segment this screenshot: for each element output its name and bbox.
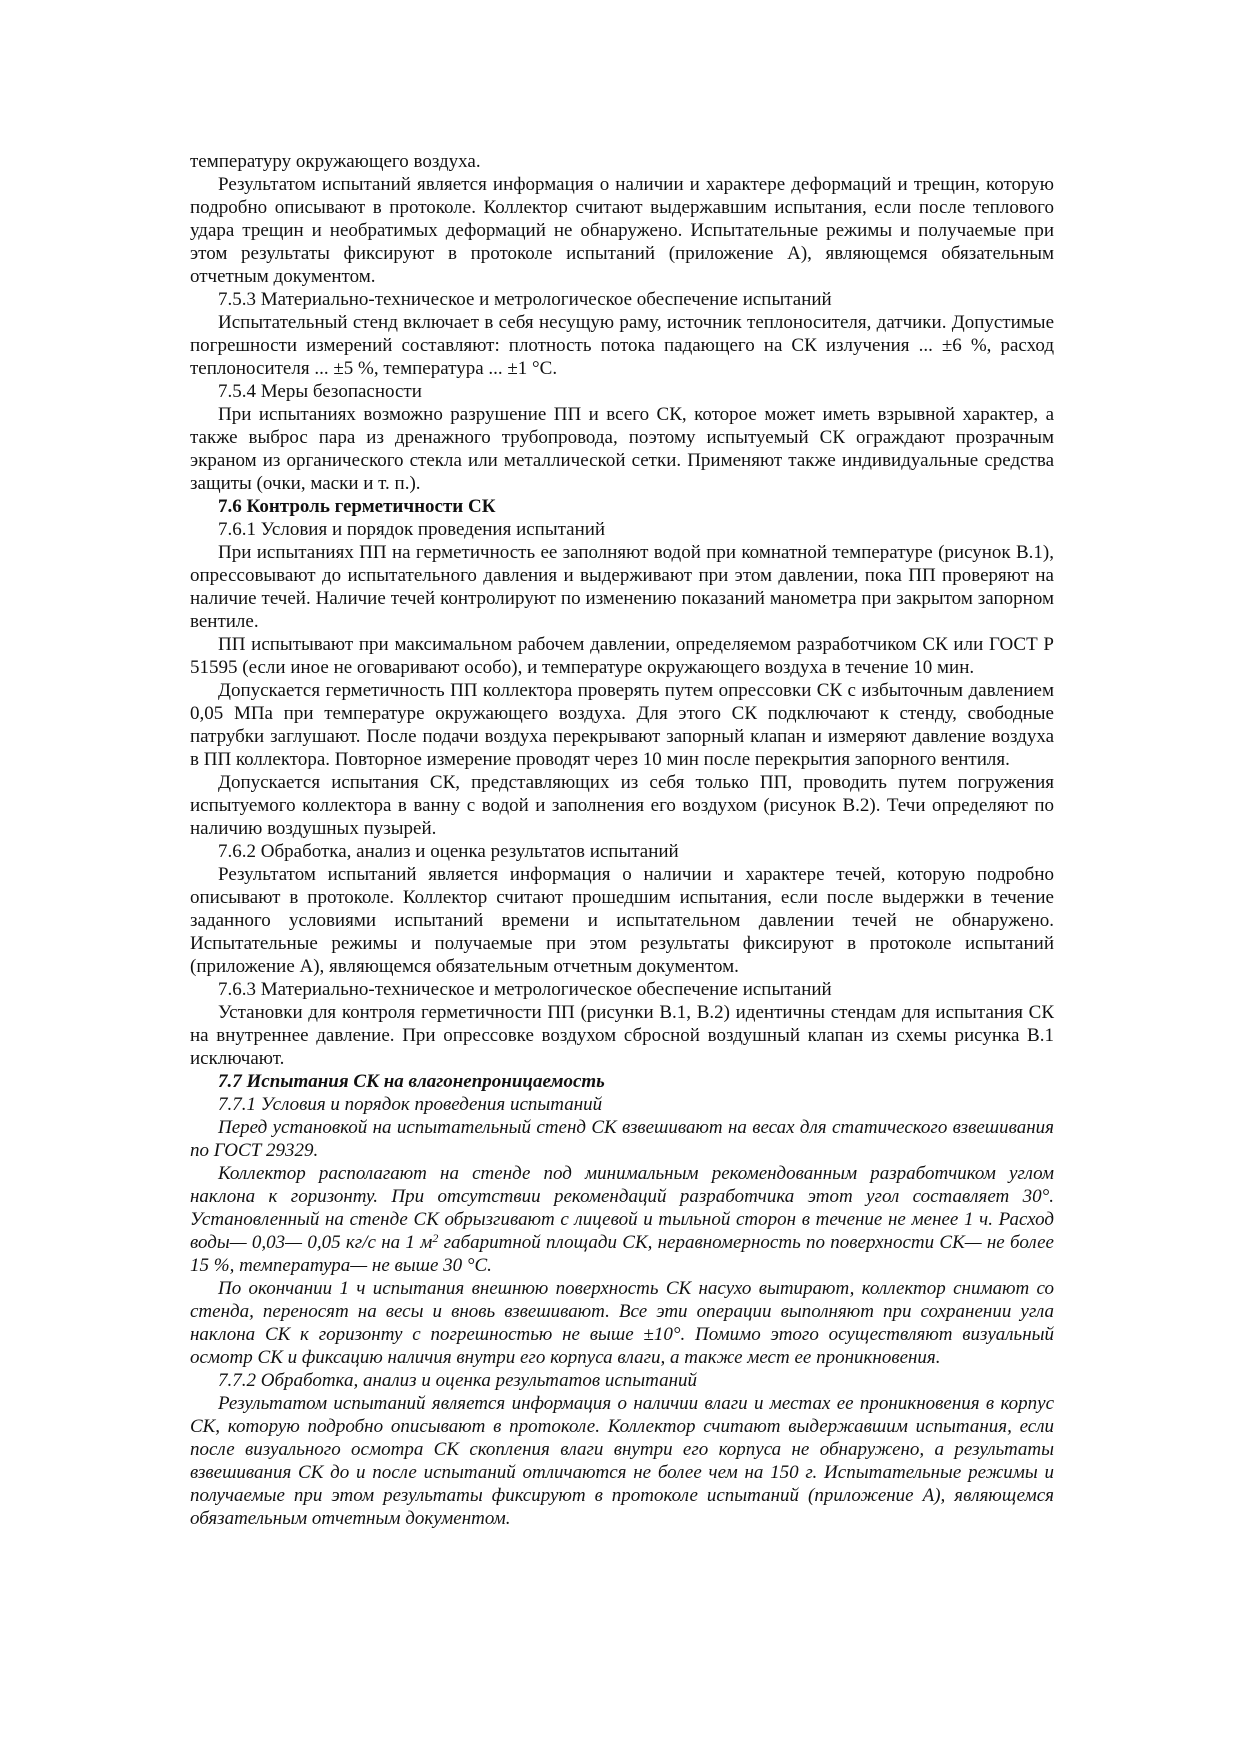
- paragraph-result-leaks: Результатом испытаний является информация о наличии и характере течей, которую подробно описывают в протоколе. Коллектор считают прошедшим испытания, если после выдержки в течение заданного условиями испытаний времени и испытательном давлении течей не обнаружено. Испытательные режимы и получаемые при этом результаты фиксируют в протоколе испытаний (приложение А), являющемся обязательным отчетным документом.: [190, 864, 1054, 977]
- section-heading-7-6: 7.6 Контроль герметичности СК: [218, 496, 496, 517]
- paragraph-tightness-water: При испытаниях ПП на герметичность ее заполняют водой при комнатной температуре (рисунок В.1), опрессовывают до испытательного давления и выдерживают при этом давлении, пока ПП проверяют на наличие течей. Наличие течей контролируют по изменению показаний манометра при закрытом запорном вентиле.: [190, 542, 1054, 632]
- paragraph-safety: При испытаниях возможно разрушение ПП и всего СК, которое может иметь взрывной характер, а также выброс пара из дренажного трубопровода, поэтому испытуемый СК ограждают прозрачным экраном из органического стекла или металлической сетки. Применяют также индивидуальные средства защиты (очки, маски и т. п.).: [190, 404, 1054, 494]
- paragraph-spraying-part-2: габаритной площади СК, неравномерность по поверхности СК— не более 15 %, температура— не выше 30 °С.: [190, 1232, 1054, 1276]
- paragraph-result-thermal-shock: Результатом испытаний является информация о наличии и характере деформаций и трещин, которую подробно описывают в протоколе. Коллектор считают выдержавшим испытания, если после теплового удара трещин и необратимых деформаций не обнаружено. Испытательные режимы и получаемые при этом результаты фиксируют в протоколе испытаний (приложение А), являющемся обязательным отчетным документом.: [190, 174, 1054, 287]
- paragraph-spraying-part-1: Коллектор располагают на стенде под минимальным рекомендованным разработчиком углом наклона к горизонту. При отсутствии рекомендаций разработчика этот угол составляет 30°. Установленный на стенде СК обрызгивают с лицевой и тыльной сторон в течение не менее 1 ч. Расход воды— 0,03— 0,05 кг/с на 1 м: [190, 1163, 1054, 1253]
- paragraph-continuation: температуру окружающего воздуха.: [190, 151, 481, 172]
- subsection-heading-7-7-1: 7.7.1 Условия и порядок проведения испытаний: [218, 1094, 603, 1115]
- paragraph-test-stand: Испытательный стенд включает в себя несущую раму, источник теплоносителя, датчики. Допустимые погрешности измерений составляют: плотность потока падающего на СК излучения ... ±6 %, расход теплоносителя ... ±5 %, температура ... ±1 °С.: [190, 312, 1054, 379]
- paragraph-air-pressure-test: Допускается герметичность ПП коллектора проверять путем опрессовки СК с избыточным давлением 0,05 МПа при температуре окружающего воздуха. Для этого СК подключают к стенду, свободные патрубки заглушают. После подачи воздуха перекрывают запорный клапан и измеряют давление воздуха в ПП коллектора. Повторное измерение проводят через 10 мин после перекрытия запорного вентиля.: [190, 680, 1054, 770]
- paragraph-tightness-installations: Установки для контроля герметичности ПП (рисунки В.1, В.2) идентичны стендам для испытания СК на внутреннее давление. При опрессовке воздухом сбросной воздушный клапан из схемы рисунка В.1 исключают.: [190, 1002, 1054, 1069]
- section-heading-7-7: 7.7 Испытания СК на влагонепроницаемость: [218, 1071, 605, 1092]
- paragraph-after-test: По окончании 1 ч испытания внешнюю поверхность СК насухо вытирают, коллектор снимают со стенда, переносят на весы и вновь взвешивают. Все эти операции выполняют при сохранении угла наклона СК к горизонту с погрешностью не выше ±10°. Помимо этого осуществляют визуальный осмотр СК и фиксацию наличия внутри его корпуса влаги, а также мест ее проникновения.: [190, 1278, 1054, 1368]
- subsection-heading-7-6-3: 7.6.3 Материально-техническое и метрологическое обеспечение испытаний: [218, 979, 832, 1000]
- document-page: [190, 150, 1054, 1530]
- subsection-heading-7-7-2: 7.7.2 Обработка, анализ и оценка результатов испытаний: [218, 1370, 698, 1391]
- paragraph-result-moisture: Результатом испытаний является информация о наличии влаги и местах ее проникновения в корпус СК, которую подробно описывают в протоколе. Коллектор считают выдержавшим испытания, если после визуального осмотра СК скопления влаги внутри его корпуса не обнаружено, а результаты взвешивания СК до и после испытаний отличаются не более чем на 150 г. Испытательные режимы и получаемые при этом результаты фиксируют в протоколе испытаний (приложение А), являющемся обязательным отчетным документом.: [190, 1393, 1054, 1529]
- subsection-heading-7-6-2: 7.6.2 Обработка, анализ и оценка результатов испытаний: [218, 841, 679, 862]
- paragraph-weighing: Перед установкой на испытательный стенд СК взвешивают на весах для статического взвешивания по ГОСТ 29329.: [190, 1117, 1054, 1161]
- subsection-heading-7-6-1: 7.6.1 Условия и порядок проведения испытаний: [218, 519, 606, 540]
- paragraph-immersion-test: Допускается испытания СК, представляющих из себя только ПП, проводить путем погружения испытуемого коллектора в ванну с водой и заполнения его воздухом (рисунок В.2). Течи определяют по наличию воздушных пузырей.: [190, 772, 1054, 839]
- paragraph-spraying: [190, 1162, 1054, 1277]
- subsection-heading-7-5-3: 7.5.3 Материально-техническое и метрологическое обеспечение испытаний: [218, 289, 832, 310]
- subsection-heading-7-5-4: 7.5.4 Меры безопасности: [218, 381, 422, 402]
- paragraph-max-pressure: ПП испытывают при максимальном рабочем давлении, определяемом разработчиком СК или ГОСТ Р 51595 (если иное не оговаривают особо), и температуре окружающего воздуха в течение 10 мин.: [190, 634, 1054, 678]
- superscript-2: 2: [432, 1231, 439, 1245]
